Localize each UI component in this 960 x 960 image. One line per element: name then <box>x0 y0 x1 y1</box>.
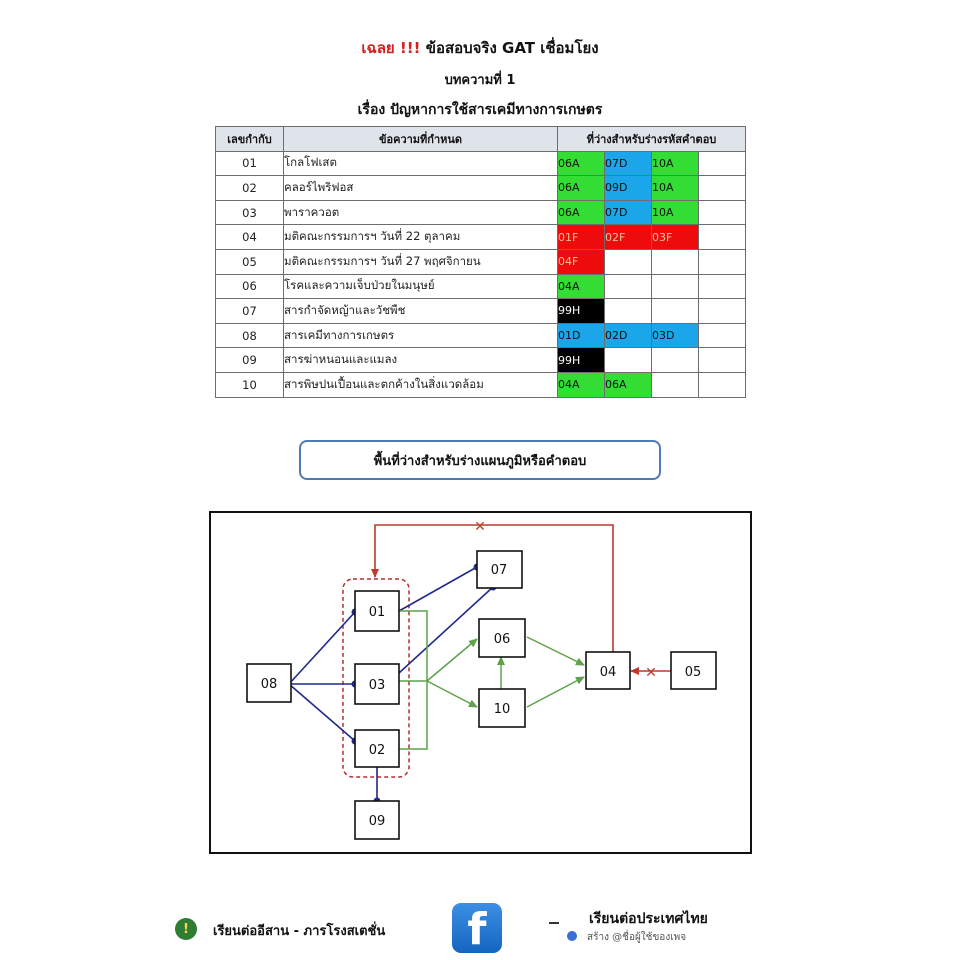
row-text: โกลโฟเสต <box>284 151 558 176</box>
row-text: คลอร์ไพริฟอส <box>284 176 558 201</box>
header-codes: ที่ว่างสำหรับร่างรหัสคำตอบ <box>558 127 746 152</box>
title-text: ข้อสอบจริง GAT เชื่อมโยง <box>425 39 599 57</box>
empty-code-cell <box>699 151 746 176</box>
empty-code-cell <box>652 372 699 397</box>
row-number: 04 <box>216 225 284 250</box>
table-row <box>216 372 746 397</box>
answer-code: 99H <box>558 348 605 373</box>
answer-code: 06A <box>558 151 605 176</box>
answer-code: 03D <box>652 323 699 348</box>
answer-code: 07D <box>605 151 652 176</box>
row-text: มติคณะกรรมการฯ วันที่ 27 พฤศจิกายน <box>284 249 558 274</box>
answer-code: 02F <box>605 225 652 250</box>
answer-code: 06A <box>558 176 605 201</box>
table-row <box>216 151 746 176</box>
empty-code-cell <box>699 348 746 373</box>
answer-code: 07D <box>605 200 652 225</box>
node-04 <box>586 652 630 689</box>
node-05-label: 05 <box>684 665 702 680</box>
dash-icon <box>549 922 559 924</box>
empty-code-cell <box>699 200 746 225</box>
node-08-label: 08 <box>260 677 278 692</box>
row-text: โรคและความเจ็บป่วยในมนุษย์ <box>284 274 558 299</box>
node-02 <box>355 730 399 767</box>
answer-code: 06A <box>558 200 605 225</box>
node-05 <box>671 652 716 689</box>
answer-code: 03F <box>652 225 699 250</box>
header-num: เลขกำกับ <box>216 127 284 152</box>
article-topic: เรื่อง ปัญหาการใช้สารเคมีทางการเกษตร <box>357 102 603 118</box>
row-number: 02 <box>216 176 284 201</box>
empty-code-cell <box>699 323 746 348</box>
answer-code: 01D <box>558 323 605 348</box>
answer-code: 10A <box>652 151 699 176</box>
empty-code-cell <box>605 348 652 373</box>
node-07 <box>477 551 522 588</box>
row-number: 03 <box>216 200 284 225</box>
node-01 <box>355 591 399 631</box>
draw-area-label <box>299 440 661 480</box>
row-number: 06 <box>216 274 284 299</box>
title-highlight: เฉลย !!! <box>361 39 421 57</box>
empty-code-cell <box>605 299 652 324</box>
node-02-label: 02 <box>368 743 386 758</box>
red-x-right: ✕ <box>645 665 657 681</box>
draw-area-text: พื้นที่ว่างสำหรับร่างแผนภูมิหรือคำตอบ <box>373 453 587 469</box>
node-10-label: 10 <box>493 702 511 717</box>
answer-code: 04A <box>558 372 605 397</box>
red-x-top: ✕ <box>474 519 486 535</box>
row-text: สารพิษปนเปื้อนและตกค้างในสิ่งแวดล้อม <box>284 372 558 397</box>
row-text: มติคณะกรรมการฯ วันที่ 22 ตุลาคม <box>284 225 558 250</box>
article-number: บทความที่ 1 <box>444 73 516 88</box>
empty-code-cell <box>652 274 699 299</box>
table-row <box>216 225 746 250</box>
node-07-label: 07 <box>490 563 508 578</box>
empty-code-cell <box>652 299 699 324</box>
empty-code-cell <box>699 372 746 397</box>
answer-code: 01F <box>558 225 605 250</box>
row-number: 05 <box>216 249 284 274</box>
empty-code-cell <box>652 249 699 274</box>
table-row <box>216 274 746 299</box>
answer-table <box>215 126 746 398</box>
empty-code-cell <box>699 249 746 274</box>
empty-code-cell <box>652 348 699 373</box>
answer-code: 06A <box>605 372 652 397</box>
empty-code-cell <box>699 299 746 324</box>
row-text: พาราควอต <box>284 200 558 225</box>
facebook-icon: f <box>452 903 502 953</box>
row-text: สารเคมีทางการเกษตร <box>284 323 558 348</box>
lightbulb-icon: ! <box>175 918 197 940</box>
table-row <box>216 249 746 274</box>
answer-code: 04F <box>558 249 605 274</box>
footer-right-subtitle: สร้าง @ชื่อผู้ใช้ของเพจ <box>587 932 687 943</box>
table-row <box>216 299 746 324</box>
empty-code-cell <box>699 274 746 299</box>
answer-code: 04A <box>558 274 605 299</box>
node-03-label: 03 <box>368 678 386 693</box>
empty-code-cell <box>605 274 652 299</box>
row-text: สารกำจัดหญ้าและวัชพืช <box>284 299 558 324</box>
node-10 <box>479 689 525 727</box>
node-06-label: 06 <box>493 632 511 647</box>
row-number: 10 <box>216 372 284 397</box>
empty-code-cell <box>699 225 746 250</box>
header-text: ข้อความที่กำหนด <box>284 127 558 152</box>
table-row <box>216 200 746 225</box>
answer-code: 10A <box>652 176 699 201</box>
footer-left-page[interactable]: เรียนต่ออีสาน - ภารโรงสเตชั่น <box>213 924 386 939</box>
node-09-label: 09 <box>368 814 386 829</box>
answer-code: 10A <box>652 200 699 225</box>
node-04-label: 04 <box>599 665 617 680</box>
node-06 <box>479 619 525 657</box>
plus-circle-icon <box>567 931 577 941</box>
table-row <box>216 323 746 348</box>
node-09 <box>355 801 399 839</box>
answer-code: 99H <box>558 299 605 324</box>
node-01-label: 01 <box>368 605 386 620</box>
row-number: 07 <box>216 299 284 324</box>
answer-code: 09D <box>605 176 652 201</box>
footer-right-page[interactable]: เรียนต่อประเทศไทย <box>589 911 708 927</box>
row-number: 08 <box>216 323 284 348</box>
page-title <box>0 36 960 60</box>
table-row <box>216 348 746 373</box>
table-header-row <box>216 127 746 152</box>
concept-diagram <box>209 511 752 854</box>
empty-code-cell <box>699 176 746 201</box>
answer-code: 02D <box>605 323 652 348</box>
node-08 <box>247 664 291 702</box>
node-03 <box>355 664 399 704</box>
row-number: 09 <box>216 348 284 373</box>
table-row <box>216 176 746 201</box>
empty-code-cell <box>605 249 652 274</box>
row-text: สารฆ่าหนอนและแมลง <box>284 348 558 373</box>
row-number: 01 <box>216 151 284 176</box>
